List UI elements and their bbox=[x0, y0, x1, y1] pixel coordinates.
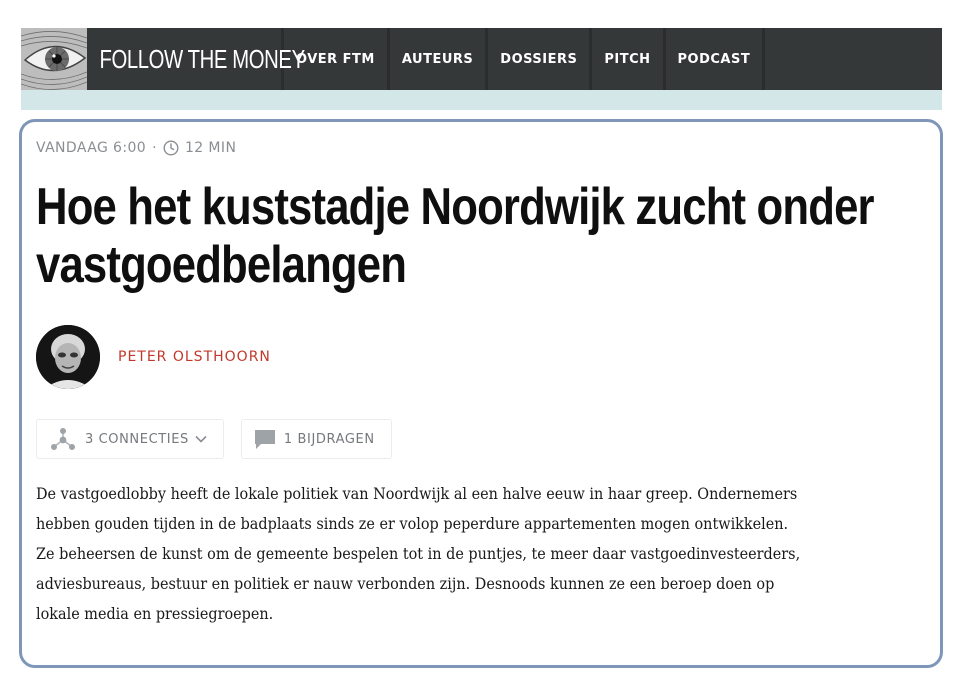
nav-dossiers[interactable]: DOSSIERS bbox=[488, 28, 592, 90]
clock-icon bbox=[163, 140, 179, 156]
author-block[interactable] bbox=[36, 325, 271, 389]
connections-button[interactable] bbox=[36, 419, 224, 459]
article-title-text: Hoe het kuststadje Noordwijk zucht onder vastgoedbelangen bbox=[36, 178, 874, 294]
connections-icon bbox=[49, 426, 77, 452]
nav-pitch[interactable]: PITCH bbox=[592, 28, 665, 90]
main-nav bbox=[281, 28, 765, 90]
comment-icon bbox=[254, 428, 276, 450]
meta-separator: · bbox=[152, 140, 157, 156]
contributions-label: 1 BIJDRAGEN bbox=[283, 431, 375, 447]
publish-date: VANDAAG 6:00 bbox=[36, 140, 147, 156]
article-lead bbox=[36, 479, 801, 629]
article-meta bbox=[36, 140, 236, 156]
site-header bbox=[21, 28, 942, 90]
read-time: 12 MIN bbox=[184, 140, 237, 156]
article-card bbox=[19, 119, 943, 668]
chevron-down-icon bbox=[195, 435, 207, 443]
eye-logo-icon[interactable] bbox=[21, 28, 87, 90]
contributions-button[interactable] bbox=[241, 419, 392, 459]
nav-over-ftm[interactable]: OVER FTM bbox=[281, 28, 390, 90]
nav-podcast[interactable]: PODCAST bbox=[666, 28, 766, 90]
site-logo-text[interactable]: FOLLOW THE MONEY bbox=[99, 43, 305, 74]
connections-label: 3 CONNECTIES bbox=[85, 431, 189, 447]
article-title bbox=[36, 178, 941, 294]
article-lead-text: De vastgoedlobby heeft de lokale politiek van Noordwijk al een halve eeuw in haar greep. Ondernemers hebben gouden tijden in de badplaats sinds ze er volop peperdure appartementen mogen ontwikkelen. Ze beheersen de kunst om de gemeente bespelen tot in de puntjes, te meer daar vastgoedinvesteerders, adviesbureaus, bestuur en politiek er nauw verbonden zijn. Desnoods kunnen ze een beroep doen op lokale media en pressiegroepen. bbox=[36, 484, 801, 623]
author-name[interactable]: PETER OLSTHOORN bbox=[118, 349, 271, 365]
nav-auteurs[interactable]: AUTEURS bbox=[390, 28, 488, 90]
article-actions bbox=[36, 419, 392, 459]
header-accent-strip bbox=[21, 90, 942, 110]
avatar[interactable] bbox=[36, 325, 100, 389]
